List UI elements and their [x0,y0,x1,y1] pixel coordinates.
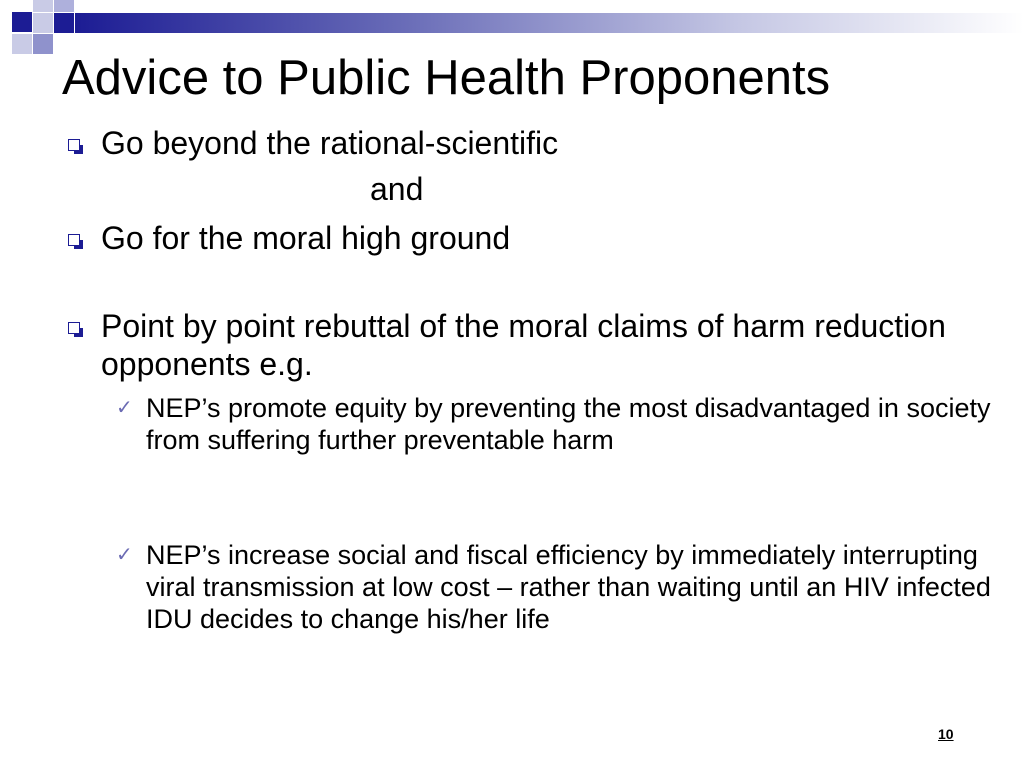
header-square-decoration [33,0,53,12]
bullet-text: Point by point rebuttal of the moral claims of harm reduction opponents e.g. [101,308,946,382]
checkmark-icon: ✓ [116,544,133,566]
square-bullet-icon [68,139,80,151]
sub-bullet-text: NEP’s promote equity by preventing the most disadvantaged in society from suffering further preventable harm [146,393,991,455]
checkmark-icon: ✓ [116,397,133,419]
slide-title: Advice to Public Health Proponents [62,51,831,105]
connector-text: and [370,171,424,207]
header-square-decoration [54,13,74,33]
bullet-text: Go for the moral high ground [101,220,511,256]
sub-bullet-text: NEP’s increase social and fiscal efficiency by immediately interrupting viral transmission at low cost – rather than waiting until an HIV infected IDU decides to change his/her life [146,540,991,634]
header-square-decoration [12,12,32,32]
header-square-decoration [54,0,74,12]
bullet-text: Go beyond the rational-scientific [101,125,559,161]
page-number: 10 [938,726,954,742]
header-square-decoration [12,34,32,54]
square-bullet-icon [68,322,80,334]
header-square-decoration [33,34,53,54]
header-gradient-bar [75,13,1024,33]
header-square-decoration [33,13,53,33]
square-bullet-icon [68,234,80,246]
